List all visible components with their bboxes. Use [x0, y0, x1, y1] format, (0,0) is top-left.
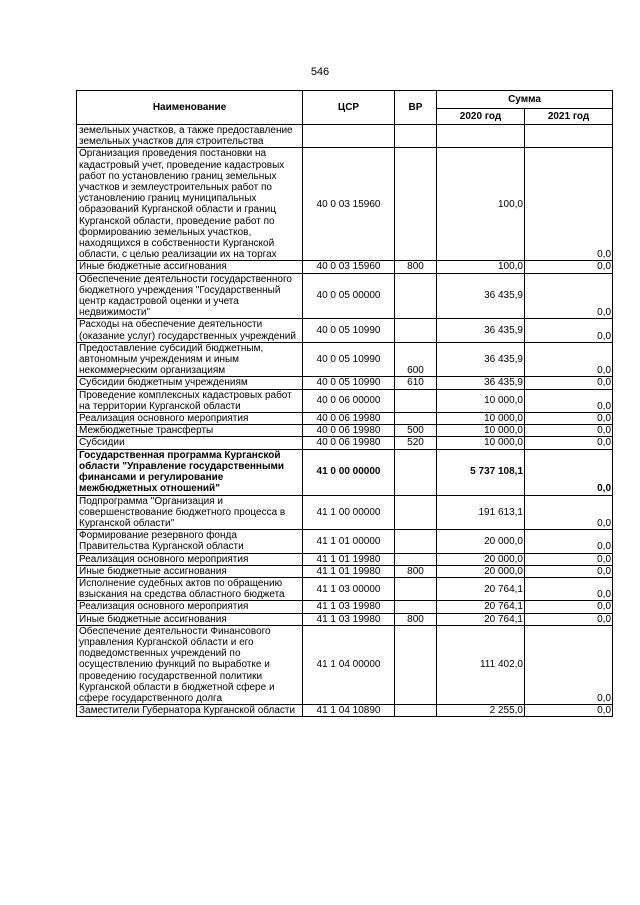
row-amount-2020: 20 000,0 [437, 553, 525, 565]
row-name: Реализация основного мероприятия [77, 553, 303, 565]
table-row [77, 319, 613, 342]
row-amount-2020: 20 764,1 [437, 613, 525, 625]
row-vr [395, 577, 437, 600]
row-amount-2020: 20 000,0 [437, 565, 525, 577]
row-csr: 40 0 06 19980 [303, 437, 395, 449]
header-sum: Сумма [437, 91, 613, 109]
row-csr: 41 1 03 19980 [303, 613, 395, 625]
row-vr: 610 [395, 377, 437, 389]
row-vr [395, 125, 437, 148]
table-row [77, 425, 613, 437]
table-row [77, 449, 613, 495]
row-name: Проведение комплексных кадастровых работ на территории Курганской области [77, 389, 303, 412]
row-vr [395, 148, 437, 261]
row-amount-2021: 0,0 [525, 389, 613, 412]
row-amount-2020: 36 435,9 [437, 342, 525, 377]
row-vr [395, 413, 437, 425]
row-csr: 40 0 05 00000 [303, 273, 395, 319]
row-amount-2020: 20 764,1 [437, 577, 525, 600]
row-amount-2021: 0,0 [525, 377, 613, 389]
row-vr [395, 495, 437, 530]
header-2020: 2020 год [437, 109, 525, 125]
row-name: Субсидии бюджетным учреждениям [77, 377, 303, 389]
row-name: Предоставление субсидий бюджетным, автономным учреждениям и иным некоммерческим организациям [77, 342, 303, 377]
row-amount-2021: 0,0 [525, 530, 613, 553]
row-amount-2021: 0,0 [525, 495, 613, 530]
table-row [77, 495, 613, 530]
header-csr: ЦСР [303, 91, 395, 125]
row-name: Иные бюджетные ассигнования [77, 261, 303, 273]
row-vr [395, 273, 437, 319]
row-name: Межбюджетные трансферты [77, 425, 303, 437]
row-csr: 40 0 06 19980 [303, 425, 395, 437]
row-name: Обеспечение деятельности Финансового управления Курганской области и его подведомственных учреждений по осуществлению функций по выработке и проведению государственной политики Курганской области в бюджетной сфере и сфере государственного долга [77, 625, 303, 704]
row-name: Государственная программа Курганской области "Управление государственными финансами и регулирование межбюджетных отношений" [77, 449, 303, 495]
row-amount-2021: 0,0 [525, 565, 613, 577]
row-amount-2021 [525, 125, 613, 148]
table-row [77, 705, 613, 717]
row-amount-2020: 2 255,0 [437, 705, 525, 717]
row-vr [395, 601, 437, 613]
row-vr: 800 [395, 613, 437, 625]
page-number: 546 [310, 66, 330, 78]
row-amount-2021: 0,0 [525, 425, 613, 437]
row-name: Реализация основного мероприятия [77, 413, 303, 425]
row-vr [395, 389, 437, 412]
row-name: земельных участков, а также предоставление земельных участков для строительства [77, 125, 303, 148]
row-csr [303, 125, 395, 148]
table-row [77, 437, 613, 449]
row-amount-2020: 10 000,0 [437, 425, 525, 437]
row-vr: 800 [395, 565, 437, 577]
row-amount-2021: 0,0 [525, 577, 613, 600]
table-row [77, 148, 613, 261]
row-name: Реализация основного мероприятия [77, 601, 303, 613]
table-row [77, 273, 613, 319]
table-row [77, 601, 613, 613]
row-vr [395, 530, 437, 553]
row-csr: 40 0 05 10990 [303, 377, 395, 389]
row-name: Организация проведения постановки на кадастровый учет, проведение кадастровых работ по установлению границ земельных участков и землеустроительных работ по установлению границ муниципальных образований Курганской области и границ Курганской области, проведение работ по формированию земельных участков, находящихся в собственности Курганской области, с целью реализации их на торгах [77, 148, 303, 261]
row-name: Исполнение судебных актов по обращению взыскания на средства областного бюджета [77, 577, 303, 600]
row-amount-2021: 0,0 [525, 449, 613, 495]
row-vr [395, 553, 437, 565]
row-name: Иные бюджетные ассигнования [77, 565, 303, 577]
row-csr: 41 1 01 00000 [303, 530, 395, 553]
budget-table [76, 90, 613, 717]
row-vr: 800 [395, 261, 437, 273]
table-row [77, 553, 613, 565]
row-vr [395, 625, 437, 704]
row-csr: 41 1 00 00000 [303, 495, 395, 530]
row-name: Подпрограмма "Организация и совершенствование бюджетного процесса в Курганской области" [77, 495, 303, 530]
row-vr [395, 449, 437, 495]
row-amount-2020: 36 435,9 [437, 377, 525, 389]
row-csr: 41 0 00 00000 [303, 449, 395, 495]
table-row [77, 261, 613, 273]
row-name: Формирование резервного фонда Правительства Курганской области [77, 530, 303, 553]
row-vr: 520 [395, 437, 437, 449]
row-name: Иные бюджетные ассигнования [77, 613, 303, 625]
row-csr: 41 1 01 19980 [303, 565, 395, 577]
row-amount-2021: 0,0 [525, 601, 613, 613]
row-amount-2021: 0,0 [525, 148, 613, 261]
row-amount-2021: 0,0 [525, 613, 613, 625]
row-amount-2020: 100,0 [437, 148, 525, 261]
row-amount-2020: 36 435,9 [437, 319, 525, 342]
row-amount-2020: 20 000,0 [437, 530, 525, 553]
row-name: Субсидии [77, 437, 303, 449]
row-amount-2021: 0,0 [525, 319, 613, 342]
row-vr [395, 705, 437, 717]
row-amount-2021: 0,0 [525, 625, 613, 704]
row-csr: 41 1 03 19980 [303, 601, 395, 613]
row-amount-2020: 191 613,1 [437, 495, 525, 530]
row-amount-2020: 36 435,9 [437, 273, 525, 319]
table-row [77, 530, 613, 553]
row-csr: 41 1 04 00000 [303, 625, 395, 704]
row-amount-2021: 0,0 [525, 273, 613, 319]
row-name: Расходы на обеспечение деятельности (оказание услуг) государственных учреждений [77, 319, 303, 342]
table-row [77, 389, 613, 412]
row-amount-2020: 5 737 108,1 [437, 449, 525, 495]
row-amount-2020: 10 000,0 [437, 413, 525, 425]
row-vr: 600 [395, 342, 437, 377]
row-amount-2020: 111 402,0 [437, 625, 525, 704]
row-amount-2021: 0,0 [525, 705, 613, 717]
row-amount-2021: 0,0 [525, 553, 613, 565]
table-row [77, 625, 613, 704]
row-csr: 40 0 03 15960 [303, 261, 395, 273]
table-row [77, 342, 613, 377]
row-name: Обеспечение деятельности государственного бюджетного учреждения "Государственный центр кадастровой оценки и учета недвижимости" [77, 273, 303, 319]
row-amount-2021: 0,0 [525, 261, 613, 273]
row-vr: 500 [395, 425, 437, 437]
row-amount-2021: 0,0 [525, 413, 613, 425]
row-amount-2020: 100,0 [437, 261, 525, 273]
header-name: Наименование [77, 91, 303, 125]
row-amount-2020: 10 000,0 [437, 437, 525, 449]
row-amount-2020: 10 000,0 [437, 389, 525, 412]
table-row [77, 577, 613, 600]
row-name: Заместители Губернатора Курганской области [77, 705, 303, 717]
row-amount-2021: 0,0 [525, 342, 613, 377]
row-vr [395, 319, 437, 342]
header-vr: ВР [395, 91, 437, 125]
table-row [77, 565, 613, 577]
table-row [77, 377, 613, 389]
table-row [77, 125, 613, 148]
row-csr: 40 0 05 10990 [303, 319, 395, 342]
row-csr: 41 1 04 10890 [303, 705, 395, 717]
table-row [77, 613, 613, 625]
row-csr: 41 1 01 19980 [303, 553, 395, 565]
row-csr: 40 0 06 19980 [303, 413, 395, 425]
header-2021: 2021 год [525, 109, 613, 125]
row-amount-2020 [437, 125, 525, 148]
row-amount-2021: 0,0 [525, 437, 613, 449]
row-csr: 40 0 03 15960 [303, 148, 395, 261]
table-row [77, 413, 613, 425]
row-csr: 41 1 03 00000 [303, 577, 395, 600]
row-amount-2020: 20 764,1 [437, 601, 525, 613]
row-csr: 40 0 05 10990 [303, 342, 395, 377]
row-csr: 40 0 06 00000 [303, 389, 395, 412]
